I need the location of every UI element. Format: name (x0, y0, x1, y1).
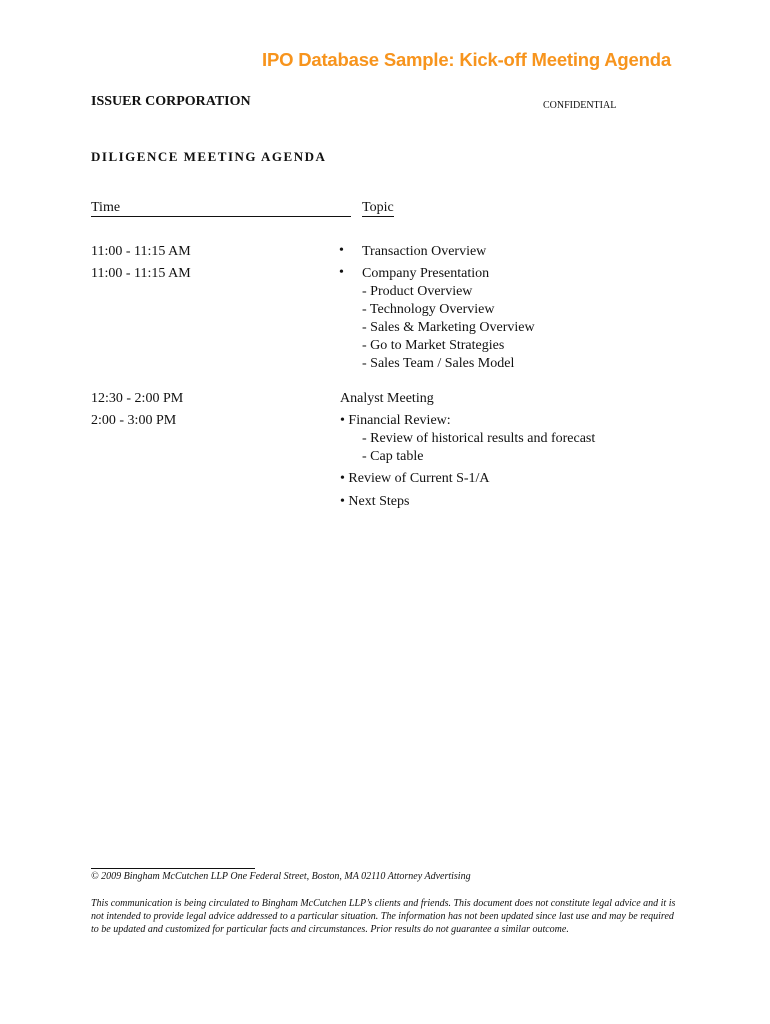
confidential-label: CONFIDENTIAL (543, 100, 617, 111)
issuer-name: ISSUER CORPORATION (91, 94, 251, 109)
agenda-heading: DILIGENCE MEETING AGENDA (91, 149, 327, 164)
topic-subitem: - Sales Team / Sales Model (362, 356, 515, 371)
topic-item: • Financial Review: (340, 413, 451, 428)
topic-item: Company Presentation (362, 266, 490, 281)
time-slot: 2:00 - 3:00 PM (91, 413, 177, 428)
bullet: • (339, 265, 344, 280)
topic-subitem: - Sales & Marketing Overview (362, 320, 535, 335)
footnote: © 2009 Bingham McCutchen LLP One Federal Street, Boston, MA 02110 Attorney Advertising (91, 871, 471, 882)
time-slot: 12:30 - 2:00 PM (91, 391, 184, 406)
bullet: • (339, 243, 344, 258)
topic-subitem: - Technology Overview (362, 302, 495, 317)
topic-heading: Analyst Meeting (340, 391, 434, 406)
time-slot: 11:00 - 11:15 AM (91, 266, 191, 281)
footnote-divider (91, 868, 255, 869)
topic-item: Transaction Overview (362, 244, 487, 259)
document-title: IPO Database Sample: Kick-off Meeting Agenda (262, 49, 671, 70)
column-header-time: Time (91, 200, 351, 217)
topic-subitem: - Cap table (362, 449, 424, 464)
topic-subitem: - Product Overview (362, 284, 473, 299)
column-header-topic: Topic (362, 200, 394, 215)
topic-subitem: - Review of historical results and forecast (362, 431, 596, 446)
time-slot: 11:00 - 11:15 AM (91, 244, 191, 259)
topic-subitem: - Go to Market Strategies (362, 338, 505, 353)
topic-item: • Next Steps (340, 494, 410, 509)
topic-item: • Review of Current S-1/A (340, 471, 490, 486)
disclaimer: This communication is being circulated to Bingham McCutchen LLP’s clients and friends. This document does not constitute legal advice and it is not intended to provide legal advice addressed to a particular situation. The information has not been updated since last use and may be required to be updated and customized for particular facts and circumstances. Prior results do not guarantee a similar outcome. (91, 898, 676, 935)
